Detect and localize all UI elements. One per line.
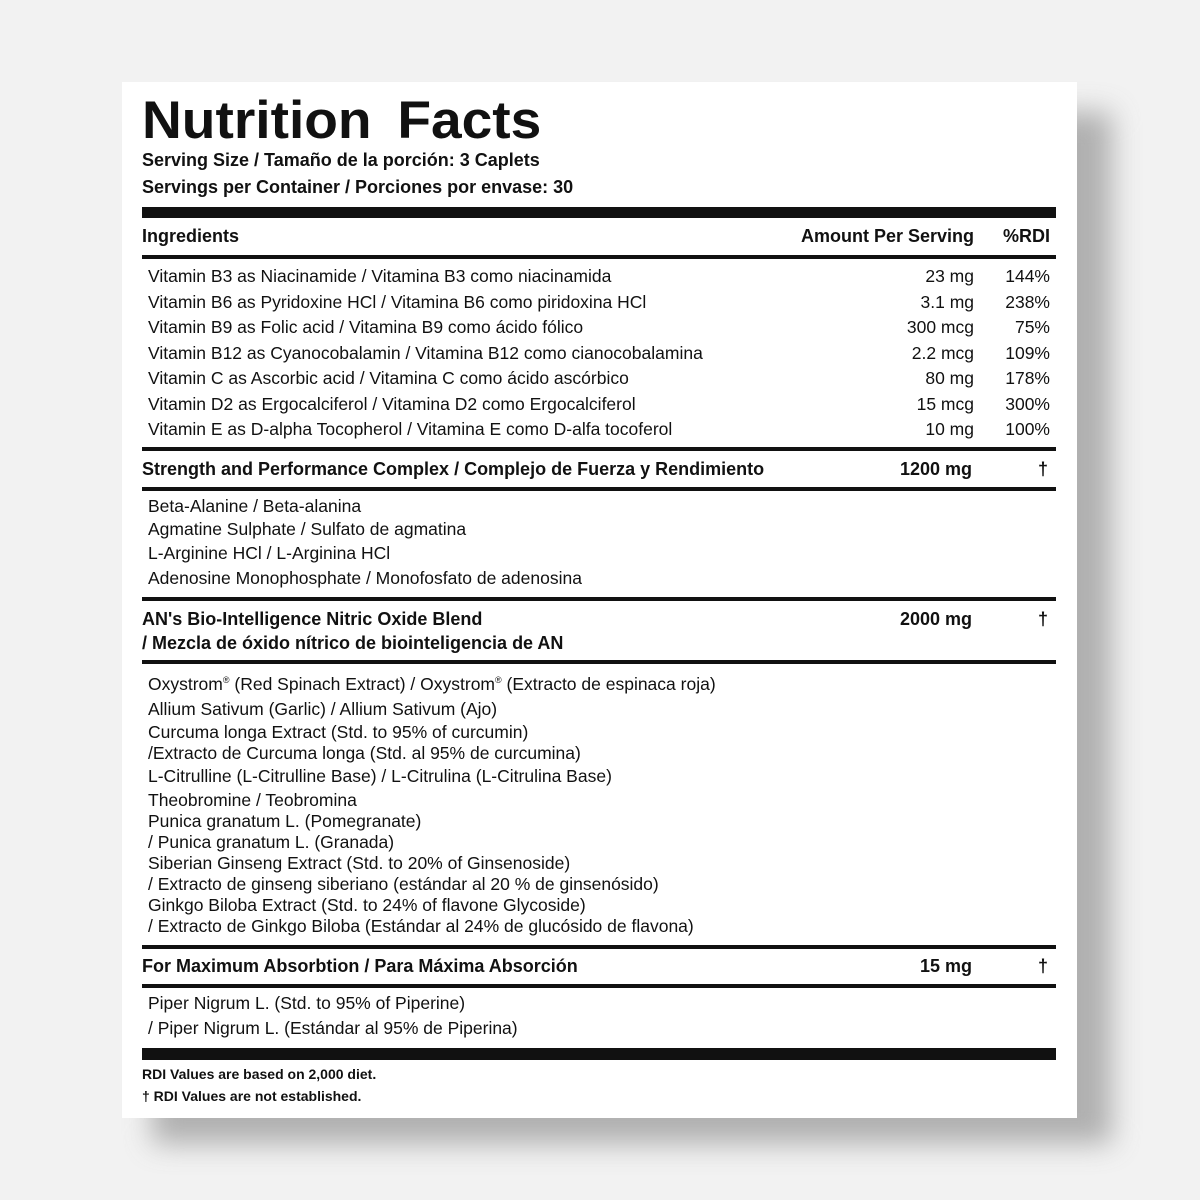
nutrition-label-panel [122, 82, 1077, 1118]
servings-per-container: Servings per Container / Porciones por envase: 30 [142, 177, 574, 197]
complex3-header [142, 954, 1056, 978]
vitamin-row: Vitamin C as Ascorbic acid / Vitamina C como ácido ascórbico 80 mg 178% [148, 368, 1050, 388]
divider-medium [142, 945, 1056, 949]
vitamin-row: Vitamin B12 as Cyanocobalamin / Vitamina B12 como cianocobalamina 2.2 mcg 109% [148, 342, 1050, 363]
serving-size: Serving Size / Tamaño de la porción: 3 Caplets [142, 150, 540, 170]
vitamin-list [142, 264, 1056, 443]
list-item: Oxystrom® (Red Spinach Extract) / Oxystrom® (Extracto de espinaca roja) [148, 673, 716, 694]
list-item: Siberian Ginseng Extract (Std. to 20% of Ginsenoside) / Extracto de ginseng siberiano (estándar al 20 % de ginsenósido) [148, 852, 659, 894]
list-item: Ginkgo Biloba Extract (Std. to 24% of flavone Glycoside) / Extracto de Ginkgo Biloba (Estándar al 24% de glucósido de flavona) [148, 894, 694, 936]
list-item: Beta-Alanine / Beta-alanina [148, 495, 362, 516]
complex2-name-es: / Mezcla de óxido nítrico de biointeligencia de AN [142, 632, 564, 653]
divider-medium [142, 487, 1056, 491]
divider-thick [142, 1048, 1056, 1060]
divider-medium [142, 660, 1056, 664]
footnote-rdi: RDI Values are based on 2,000 diet. [142, 1065, 377, 1082]
divider-thick [142, 207, 1056, 218]
complex3-rdi: † [1037, 955, 1048, 976]
complex2-amount: 2000 mg [899, 608, 972, 629]
vitamin-row: Vitamin B9 as Folic acid / Vitamina B9 como ácido fólico 300 mcg 75% [148, 317, 1050, 337]
divider-medium [142, 984, 1056, 988]
complex1-rdi: † [1037, 458, 1048, 479]
header-ingredients: Ingredients [142, 226, 240, 246]
vitamin-row: Vitamin B3 as Niacinamide / Vitamina B3 como niacinamida 23 mg 144% [148, 266, 1050, 286]
complex2-header [142, 607, 1056, 655]
vitamin-row: Vitamin B6 as Pyridoxine HCl / Vitamina B6 como piridoxina HCl 3.1 mg 238% [148, 291, 1050, 312]
complex1-amount: 1200 mg [899, 458, 972, 479]
list-item: Allium Sativum (Garlic) / Allium Sativum (Ajo) [148, 698, 498, 719]
complex3-name: For Maximum Absorbtion / Para Máxima Absorción [142, 955, 578, 976]
footnote-dagger: † RDI Values are not established. [142, 1087, 362, 1104]
vitamin-row: Vitamin D2 as Ergocalciferol / Vitamina D2 como Ergocalciferol 15 mcg 300% [148, 393, 1050, 414]
list-item: / Piper Nigrum L. (Estándar al 95% de Piperina) [148, 1018, 518, 1039]
list-item: Curcuma longa Extract (Std. to 95% of curcumin) /Extracto de Curcuma longa (Std. al 95% de curcumina) [148, 722, 581, 764]
column-header-row [142, 223, 1056, 249]
label-title: Nutrition Facts [142, 91, 542, 150]
footnotes [142, 1063, 1056, 1107]
list-item: Adenosine Monophosphate / Monofosfato de adenosina [148, 568, 582, 588]
list-item: Agmatine Sulphate / Sulfato de agmatina [148, 518, 467, 539]
divider-medium [142, 255, 1056, 259]
complex2-rdi: † [1037, 608, 1048, 629]
nutrition-facts-label [142, 91, 1056, 1107]
complex3-amount: 15 mg [919, 955, 972, 976]
complex1-items [142, 495, 1056, 592]
list-item: Theobromine / Teobromina Punica granatum L. (Pomegranate) / Punica granatum L. (Granada) [148, 789, 422, 852]
divider-medium [142, 597, 1056, 601]
list-item: Piper Nigrum L. (Std. to 95% of Piperine) [148, 992, 466, 1013]
complex2-items [142, 668, 1056, 937]
complex1-name: Strength and Performance Complex / Complejo de Fuerza y Rendimiento [142, 458, 765, 479]
list-item: L-Arginine HCl / L-Arginina HCl [148, 542, 391, 563]
header-amount: Amount Per Serving [800, 226, 974, 246]
divider-medium [142, 447, 1056, 451]
header-rdi: %RDI [1002, 226, 1050, 246]
complex1-header [142, 457, 1056, 481]
complex2-name-en: AN's Bio-Intelligence Nitric Oxide Blend [142, 608, 483, 629]
vitamin-row: Vitamin E as D-alpha Tocopherol / Vitamina E como D-alfa tocoferol 10 mg 100% [148, 419, 1050, 439]
complex3-items [142, 991, 1056, 1042]
list-item: L-Citrulline (L-Citrulline Base) / L-Citrulina (L-Citrulina Base) [148, 766, 612, 787]
